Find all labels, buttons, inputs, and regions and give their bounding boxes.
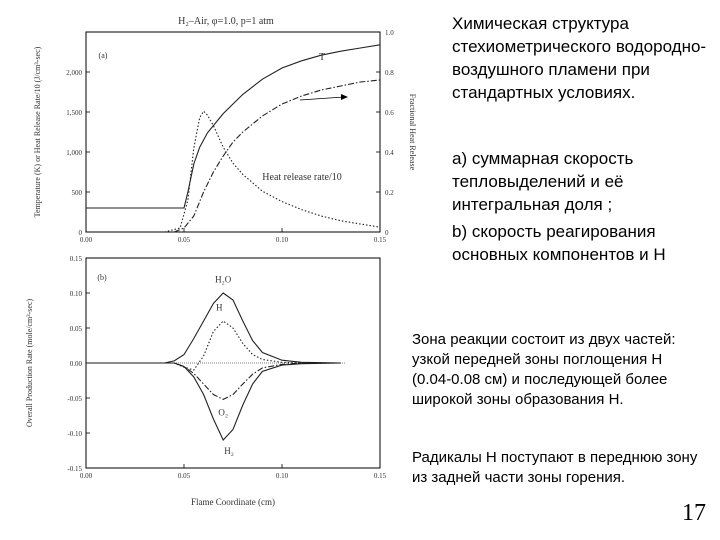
y-tick-label: 0.05 xyxy=(69,325,82,333)
y-tick-label: -0.10 xyxy=(67,430,82,438)
reaction-zone-paragraph: Зона реакции состоит из двух частей: узкой передней зоны поглощения Н (0.04-0.08 см) и последующей более широкой зоны образования Н. xyxy=(412,331,676,408)
series-line xyxy=(86,363,341,399)
series-line xyxy=(86,293,341,363)
panel-a-axes xyxy=(86,32,380,232)
x-tick-label: 0.15 xyxy=(373,472,387,480)
series-annotation: H₂O xyxy=(215,274,232,285)
y-right-tick-label: 0.4 xyxy=(385,149,394,157)
caption-item-a: а) суммарная скорость тепловыделений и её интегральная доля ; xyxy=(452,149,634,214)
x-tick-label: 0.05 xyxy=(177,236,191,244)
caption-item-b: b) скорость реагирования основных компонентов и Н xyxy=(452,222,666,264)
x-tick-label: 0.00 xyxy=(79,236,93,244)
series-annotation: T xyxy=(318,52,326,63)
arrow-line xyxy=(300,97,344,100)
y-tick-label: 0 xyxy=(78,229,82,237)
slide-number: 17 xyxy=(682,500,706,526)
y-right-tick-label: 0.8 xyxy=(385,69,394,77)
y-right-tick-label: 1.0 xyxy=(385,29,394,37)
panel-a-plot xyxy=(33,16,417,244)
y-tick-label: 1,500 xyxy=(66,109,82,117)
panel-label: (a) xyxy=(98,51,108,60)
y-tick-label: 2,000 xyxy=(66,69,82,77)
series-annotation: H₂ xyxy=(224,446,234,456)
x-tick-label: 0.15 xyxy=(373,236,387,244)
x-tick-label: 0.10 xyxy=(275,236,289,244)
y-right-tick-label: 0.6 xyxy=(385,109,394,117)
arrow-head xyxy=(341,94,348,100)
y-tick-label: -0.05 xyxy=(67,395,82,403)
slide-heading: Химическая структура стехиометрического водородно-воздушного пламени при стандартных условиях. xyxy=(452,14,707,102)
y-right-axis-label: Fractional Heat Release xyxy=(408,93,417,171)
y-tick-label: 500 xyxy=(71,189,82,197)
x-axis-label: Flame Coordinate (cm) xyxy=(191,497,275,507)
y-tick-label: 0.10 xyxy=(69,290,82,298)
series-line xyxy=(86,363,341,440)
series-annotation: H xyxy=(216,302,223,313)
y-tick-label: -0.15 xyxy=(67,465,82,473)
panel-b-plot xyxy=(25,255,387,507)
x-tick-label: 0.05 xyxy=(177,472,191,480)
x-tick-label: 0.00 xyxy=(79,472,93,480)
series-line xyxy=(174,80,380,232)
y-tick-label: 0.15 xyxy=(69,255,82,263)
series-line xyxy=(86,45,380,208)
y-tick-label: 0.00 xyxy=(69,360,82,368)
y-tick-label: 1,000 xyxy=(66,149,82,157)
y-axis-label: Temperature (K) or Heat Release Rate/10 (J/cm³-sec) xyxy=(33,46,42,218)
x-tick-label: 0.10 xyxy=(275,472,289,480)
radicals-paragraph: Радикалы Н поступают в переднюю зону из задней части зоны горения. xyxy=(412,449,698,486)
y-axis-label: Overall Production Rate (mole/cm³-sec) xyxy=(25,298,34,428)
series-annotation: O₂ xyxy=(218,407,229,418)
chart-title: H₂–Air, φ=1.0, p=1 atm xyxy=(178,16,274,27)
series-annotation: Heat release rate/10 xyxy=(262,172,342,183)
y-right-tick-label: 0 xyxy=(385,229,389,237)
panel-label: (b) xyxy=(97,273,107,282)
y-right-tick-label: 0.2 xyxy=(385,189,394,197)
